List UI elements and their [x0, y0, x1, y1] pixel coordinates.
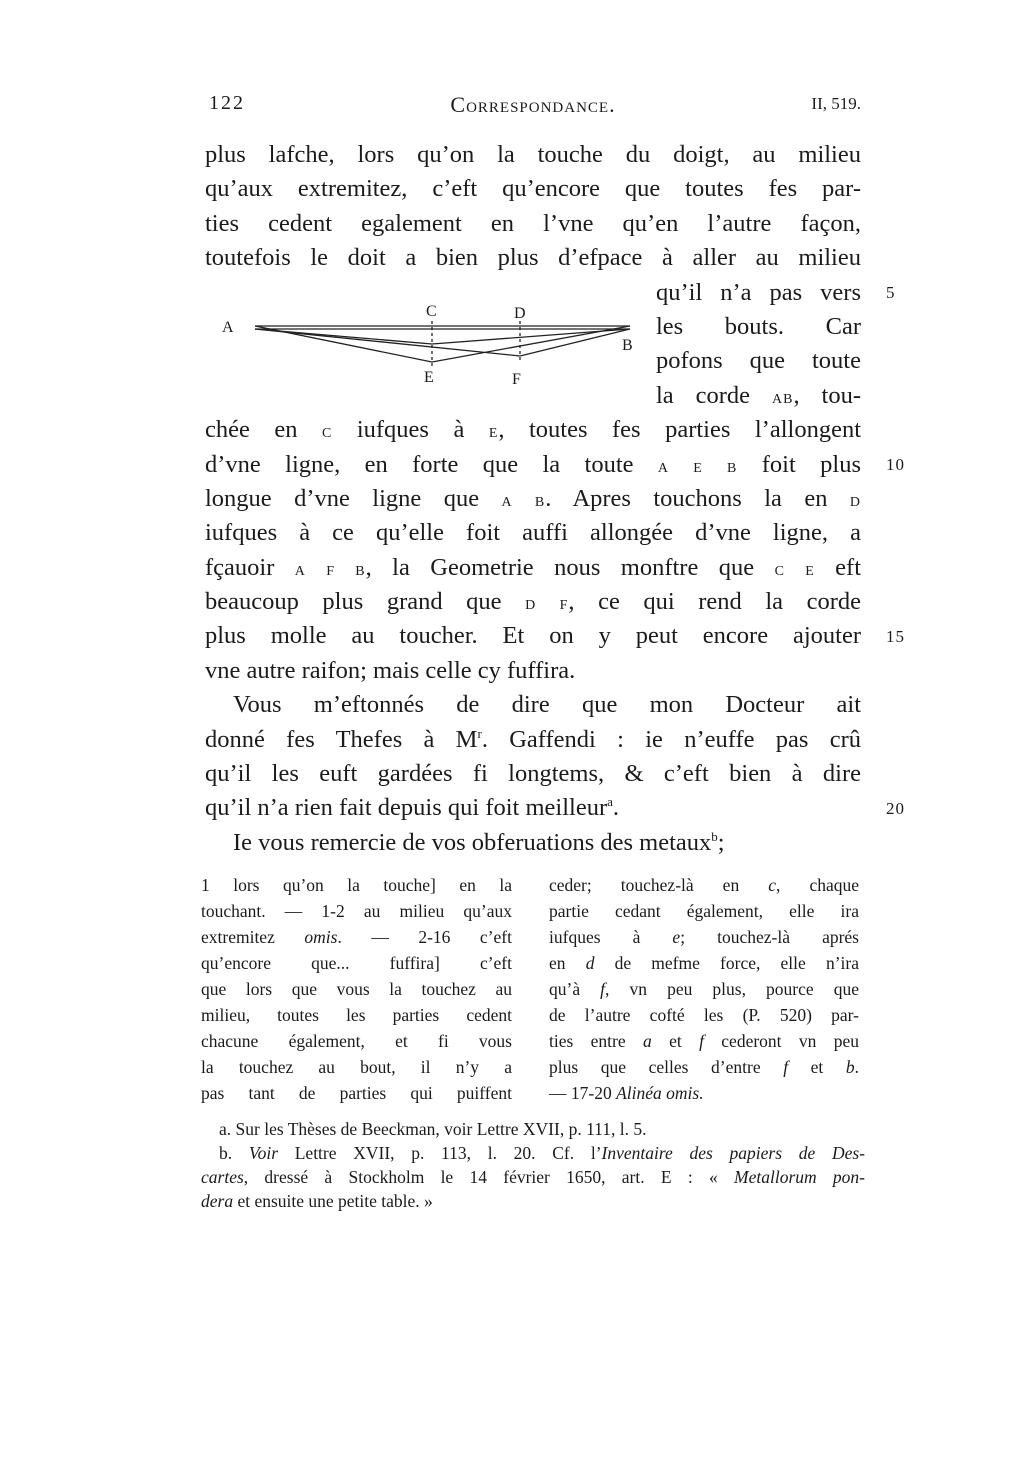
- text-line: les bouts. Car: [656, 312, 861, 340]
- variant-line: iufques à e; touchez-là aprés: [549, 927, 859, 947]
- point-b-label: B: [622, 337, 633, 354]
- text-line: d’vne ligne, en forte que la toute a e b foit plus: [205, 450, 862, 478]
- variant-line: plus que celles d’entre f et b.: [549, 1057, 859, 1077]
- edition-reference: II, 519.: [811, 94, 861, 113]
- line-number: 5: [886, 283, 896, 302]
- footnote-marker-b: b: [711, 828, 718, 844]
- point-c-label: C: [426, 303, 437, 320]
- variant-line: extremitez omis. — 2-16 c’eft: [201, 927, 512, 947]
- variant-line: — 17-20 Alinéa omis.: [549, 1083, 704, 1103]
- running-title: Correspondance.: [450, 92, 616, 117]
- footnote-b-line: dera et ensuite une petite table. »: [201, 1191, 433, 1211]
- text-line: Vous m’eftonnés de dire que mon Docteur ait: [233, 691, 861, 719]
- text-line: ties cedent egalement en l’vne qu’en l’autre façon,: [205, 209, 861, 237]
- text-line: qu’il n’a rien fait depuis qui foit meilleur$^a$.: [205, 794, 620, 822]
- text-line: plus molle au toucher. Et on y peut encore ajouter: [205, 622, 861, 650]
- text-line: la corde ab, tou-: [656, 381, 861, 409]
- point-a-label: A: [222, 319, 234, 336]
- variant-line: touchant. — 1-2 au milieu qu’aux: [201, 901, 512, 921]
- text-line: donné fes Thefes à $M^r$. Gaffendi : ie n’euffe pas crû: [205, 725, 861, 753]
- text-line: plus lafche, lors qu’on la touche du doigt, au milieu: [205, 141, 861, 168]
- variant-line: qu’à f, vn peu plus, pource que: [549, 979, 859, 999]
- text-line: vne autre raifon; mais celle cy fuffira.: [205, 656, 576, 684]
- point-d-label: D: [514, 305, 526, 322]
- line-number: 10: [886, 455, 905, 474]
- variant-line: 1 lors qu’on la touche] en la: [201, 875, 512, 895]
- text-line: Ie vous remercie de vos obferuations des metaux$^b$;: [233, 828, 725, 856]
- string-af: [255, 329, 520, 356]
- variant-line: milieu, toutes les parties cedent: [201, 1005, 512, 1025]
- variant-line: chacune également, et fi vous: [201, 1031, 512, 1051]
- variant-line: en d de mefme force, elle n’ira: [549, 953, 859, 973]
- variant-line: qu’encore que... fuffira] c’eft: [201, 953, 512, 973]
- main-text: [205, 138, 861, 860]
- line-number: 20: [886, 799, 905, 818]
- footnote-marker-a: a: [607, 794, 613, 810]
- footnote-a: a. Sur les Thèses de Beeckman, voir Lettre XVII, p. 111, l. 5.: [219, 1119, 647, 1139]
- text-line: qu’aux extremitez, c’eft qu’encore que toutes fes par-: [205, 175, 861, 203]
- footnote-b-line: cartes, dressé à Stockholm le 14 février 1650, art. E : « Metallorum pon-: [201, 1167, 865, 1187]
- variant-line: partie cedant également, elle ira: [549, 901, 859, 921]
- text-line: pofons que toute: [656, 347, 861, 375]
- text-line: chée en c iufques à e, toutes fes parties l’allongent: [205, 416, 862, 444]
- text-line: qu’il les euft gardées fi longtems, & c’eft bien à dire: [205, 760, 861, 788]
- variant-readings-right: [549, 872, 859, 1106]
- string-ace: [255, 329, 432, 344]
- page-number: 122: [209, 92, 245, 114]
- string-diagram-svg: [210, 296, 650, 414]
- text-line: fçauoir a f b, la Geometrie nous monftre que c e eft: [205, 553, 862, 581]
- running-head: [205, 92, 861, 122]
- string-diagram: [210, 296, 650, 414]
- footnotes: [201, 1117, 865, 1213]
- text-line: longue d’vne ligne que a b. Apres touchons la en d: [205, 484, 862, 512]
- point-f-label: F: [512, 371, 521, 388]
- variant-line: ceder; touchez-là en c, chaque: [549, 875, 859, 895]
- variant-readings-left: [201, 872, 512, 1106]
- variant-line: de l’autre cofté les (P. 520) par-: [549, 1005, 859, 1025]
- footnote-b: b. Voir Lettre XVII, p. 113, l. 20. Cf. l’Inventaire des papiers de Des-: [219, 1143, 866, 1163]
- variant-line: que lors que vous la touchez au: [201, 979, 512, 999]
- variant-line: ties entre a et f cederont vn peu: [549, 1031, 859, 1051]
- line-number: 15: [886, 627, 905, 646]
- text-line: qu’il n’a pas vers: [656, 278, 861, 306]
- point-e-label: E: [424, 369, 434, 386]
- variant-line: la touchez au bout, il n’y a: [201, 1057, 512, 1077]
- variant-line: pas tant de parties qui puiffent: [201, 1083, 512, 1103]
- text-line: beaucoup plus grand que d f, ce qui rend la corde: [205, 588, 861, 616]
- text-line: iufques à ce qu’elle foit auffi allongée d’vne ligne, a: [205, 519, 861, 547]
- text-line: toutefois le doit a bien plus d’efpace à aller au milieu: [205, 244, 861, 272]
